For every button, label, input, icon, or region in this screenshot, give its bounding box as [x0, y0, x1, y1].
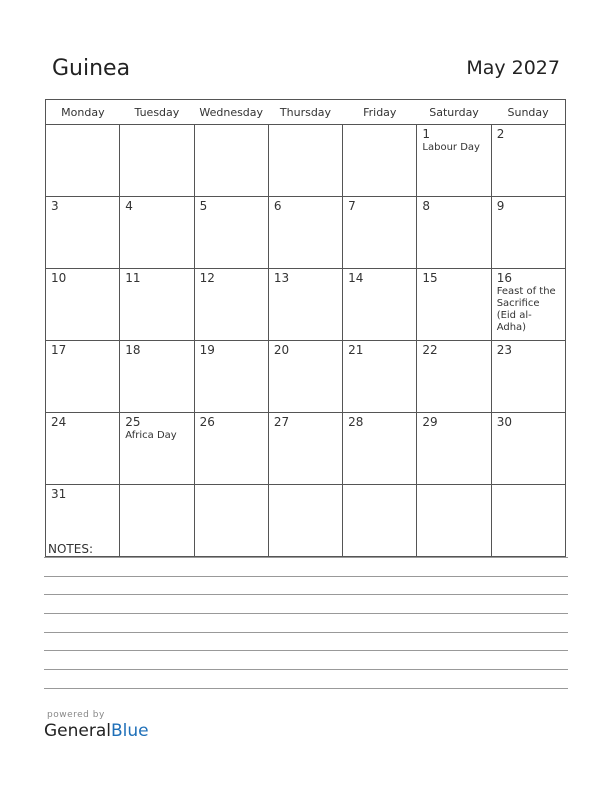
note-line — [44, 650, 568, 651]
day-number: 8 — [422, 199, 431, 213]
day-cell[interactable] — [268, 269, 342, 341]
day-cell[interactable] — [491, 197, 565, 269]
day-number: 16 — [496, 271, 512, 285]
holiday-label: Africa Day — [125, 430, 177, 441]
day-number: 5 — [199, 199, 208, 213]
holiday-label: Feast of the Sacrifice (Eid al-Adha) — [496, 286, 556, 333]
day-cell[interactable] — [46, 125, 120, 197]
day-cell[interactable] — [491, 341, 565, 413]
day-number: 2 — [496, 127, 505, 141]
day-number: 15 — [422, 271, 438, 285]
brand-blue: Blue — [111, 721, 149, 741]
day-number: 20 — [273, 343, 290, 357]
day-cell[interactable] — [194, 125, 268, 197]
day-cell[interactable] — [120, 413, 194, 485]
note-line — [44, 594, 568, 595]
day-number: 17 — [51, 343, 67, 357]
weekday-header-row — [46, 100, 566, 125]
week-row — [46, 125, 566, 197]
powered-by-text: powered by — [47, 710, 105, 720]
day-cell[interactable] — [120, 485, 194, 557]
day-number: 9 — [496, 199, 505, 213]
day-number: 31 — [51, 487, 67, 501]
day-cell[interactable] — [343, 485, 417, 557]
day-cell[interactable] — [491, 269, 565, 341]
day-number: 21 — [348, 343, 364, 357]
note-line — [44, 613, 568, 614]
note-line — [44, 688, 568, 689]
day-cell[interactable] — [46, 413, 120, 485]
day-cell[interactable] — [268, 413, 342, 485]
week-row — [46, 197, 566, 269]
day-number: 10 — [51, 271, 67, 285]
day-cell[interactable] — [343, 125, 417, 197]
note-line — [44, 557, 568, 558]
day-cell[interactable] — [194, 197, 268, 269]
day-number: 23 — [496, 343, 512, 357]
day-number: 26 — [199, 415, 215, 429]
day-number: 29 — [422, 415, 438, 429]
day-cell[interactable] — [268, 341, 342, 413]
day-number: 14 — [348, 271, 364, 285]
day-number: 12 — [199, 271, 215, 285]
day-cell[interactable] — [491, 485, 565, 557]
day-cell[interactable] — [417, 269, 491, 341]
day-cell[interactable] — [268, 197, 342, 269]
day-number: 22 — [422, 343, 438, 357]
day-number: 18 — [125, 343, 141, 357]
month-title: May 2027 — [466, 57, 560, 79]
day-cell[interactable] — [417, 125, 491, 197]
day-cell[interactable] — [120, 197, 194, 269]
country-title: Guinea — [52, 56, 131, 81]
weekday-header: Monday — [46, 100, 120, 125]
week-row — [46, 485, 566, 557]
day-cell[interactable] — [194, 269, 268, 341]
weekday-header: Tuesday — [120, 100, 194, 125]
week-row — [46, 269, 566, 341]
day-cell[interactable] — [343, 341, 417, 413]
day-number: 24 — [51, 415, 67, 429]
day-number: 30 — [496, 415, 512, 429]
day-cell[interactable] — [417, 413, 491, 485]
day-cell[interactable] — [120, 125, 194, 197]
brand-general: General — [44, 721, 111, 741]
weekday-header: Friday — [343, 100, 417, 125]
day-cell[interactable] — [194, 341, 268, 413]
day-cell[interactable] — [194, 485, 268, 557]
day-cell[interactable] — [194, 413, 268, 485]
weekday-header: Sunday — [491, 100, 565, 125]
day-cell[interactable] — [120, 341, 194, 413]
day-cell[interactable] — [120, 269, 194, 341]
week-row — [46, 413, 566, 485]
day-cell[interactable] — [417, 341, 491, 413]
day-cell[interactable] — [343, 197, 417, 269]
day-cell[interactable] — [46, 269, 120, 341]
day-number: 4 — [125, 199, 133, 213]
week-row — [46, 341, 566, 413]
note-line — [44, 632, 568, 633]
note-line — [44, 576, 568, 577]
holiday-label: Labour Day — [422, 142, 480, 153]
day-cell[interactable] — [268, 125, 342, 197]
day-cell[interactable] — [46, 341, 120, 413]
day-cell[interactable] — [491, 413, 565, 485]
day-number: 1 — [422, 127, 431, 141]
day-number: 25 — [125, 415, 141, 429]
day-cell[interactable] — [343, 413, 417, 485]
day-cell[interactable] — [343, 269, 417, 341]
day-number: 28 — [348, 415, 364, 429]
day-number: 27 — [273, 415, 290, 429]
day-number: 19 — [199, 343, 215, 357]
notes-label: NOTES: — [48, 542, 93, 556]
day-cell[interactable] — [417, 485, 491, 557]
weekday-header: Wednesday — [194, 100, 268, 125]
day-cell[interactable] — [417, 197, 491, 269]
day-number: 11 — [125, 271, 141, 285]
weekday-header: Saturday — [417, 100, 491, 125]
day-number: 3 — [51, 199, 59, 213]
day-number: 6 — [273, 199, 282, 213]
day-cell[interactable] — [491, 125, 565, 197]
calendar-grid — [45, 99, 566, 557]
day-cell[interactable] — [268, 485, 342, 557]
day-number: 13 — [273, 271, 290, 285]
generalblue-logo[interactable] — [44, 721, 149, 741]
note-line — [44, 669, 568, 670]
day-number: 7 — [348, 199, 356, 213]
day-cell[interactable] — [46, 197, 120, 269]
weekday-header: Thursday — [268, 100, 342, 125]
